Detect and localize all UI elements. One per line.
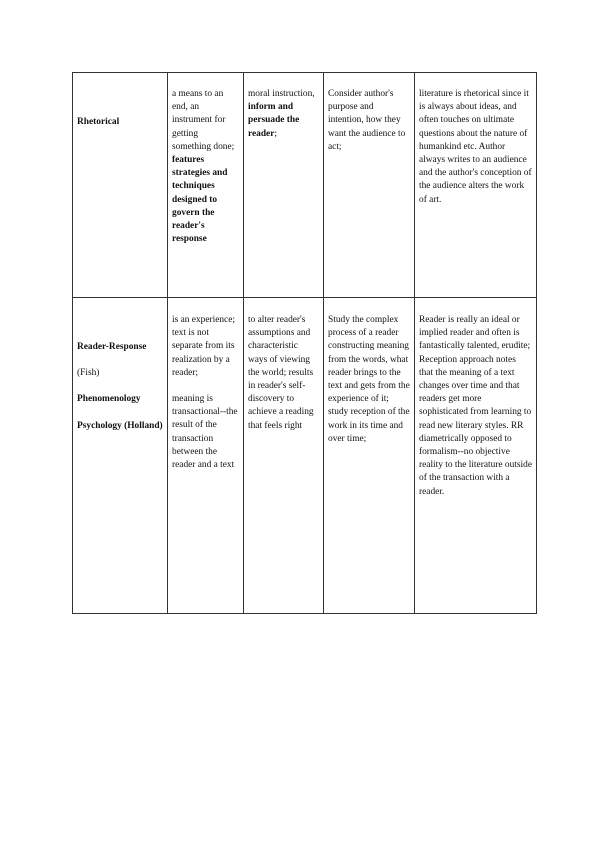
method: Study the complex process of a reader constructing meaning from the words, what reader brings to the text and gets from the experience of it; study reception of the work in its time and over time; — [328, 315, 410, 444]
text-definition-cell — [168, 73, 244, 298]
method-cell — [324, 73, 415, 298]
text-definition-plain: a means to an end, an instrument for getting something done; — [172, 89, 235, 152]
method: Consider author's purpose and intention, how they want the audience to act; — [328, 89, 406, 152]
text-definition — [172, 88, 239, 246]
literary-theory-table — [72, 72, 537, 614]
notes: literature is rhetorical since it is always about ideas, and often touches on ultimate questions about the nature of humankind etc. Author always writes to an audience and the author's conception of the audience alters the work of art. — [419, 89, 532, 205]
theory-sub-psychology: Psychology (Holland) — [77, 420, 163, 431]
method-cell — [324, 298, 415, 614]
table-row-reader-response — [73, 298, 537, 614]
theory-cell — [73, 298, 168, 614]
purpose-bold: inform and persuade the reader — [248, 102, 300, 139]
theory-cell — [73, 73, 168, 298]
notes-cell — [415, 73, 537, 298]
purpose — [248, 88, 319, 141]
table-row-rhetorical — [73, 73, 537, 298]
text-definition-cell — [168, 298, 244, 614]
theory-sub-phenomenology: Phenomenology — [77, 394, 141, 405]
notes-cell — [415, 298, 537, 614]
purpose-end: ; — [274, 128, 277, 139]
purpose-cell — [244, 298, 324, 614]
theory-sub-fish: (Fish) — [77, 368, 100, 379]
text-definition-bold: features strategies and techniques designed to govern the reader's response — [172, 155, 228, 245]
purpose-plain: moral instruction, — [248, 89, 315, 99]
text-definition-a: is an experience; text is not separate from its realization by a reader; — [172, 315, 235, 378]
theory-label: Rhetorical — [77, 117, 120, 127]
purpose: to alter reader's assumptions and characteristic ways of viewing the world; results in reader's self-discovery to achieve a reading that feels right — [248, 315, 314, 431]
purpose-cell — [244, 73, 324, 298]
theory-label: Reader-Response — [77, 342, 147, 352]
notes: Reader is really an ideal or implied reader and often is fantastically talented, erudite; Reception approach notes that the meaning of a text changes over time and that readers get more sophisticated from learning to read new literary styles. RR diametrically opposed to formalism--no objective reality to the literature outside of the transaction with a reader. — [419, 315, 532, 497]
text-definition-b: meaning is transactional--the result of the transaction between the reader and a text — [172, 394, 238, 471]
